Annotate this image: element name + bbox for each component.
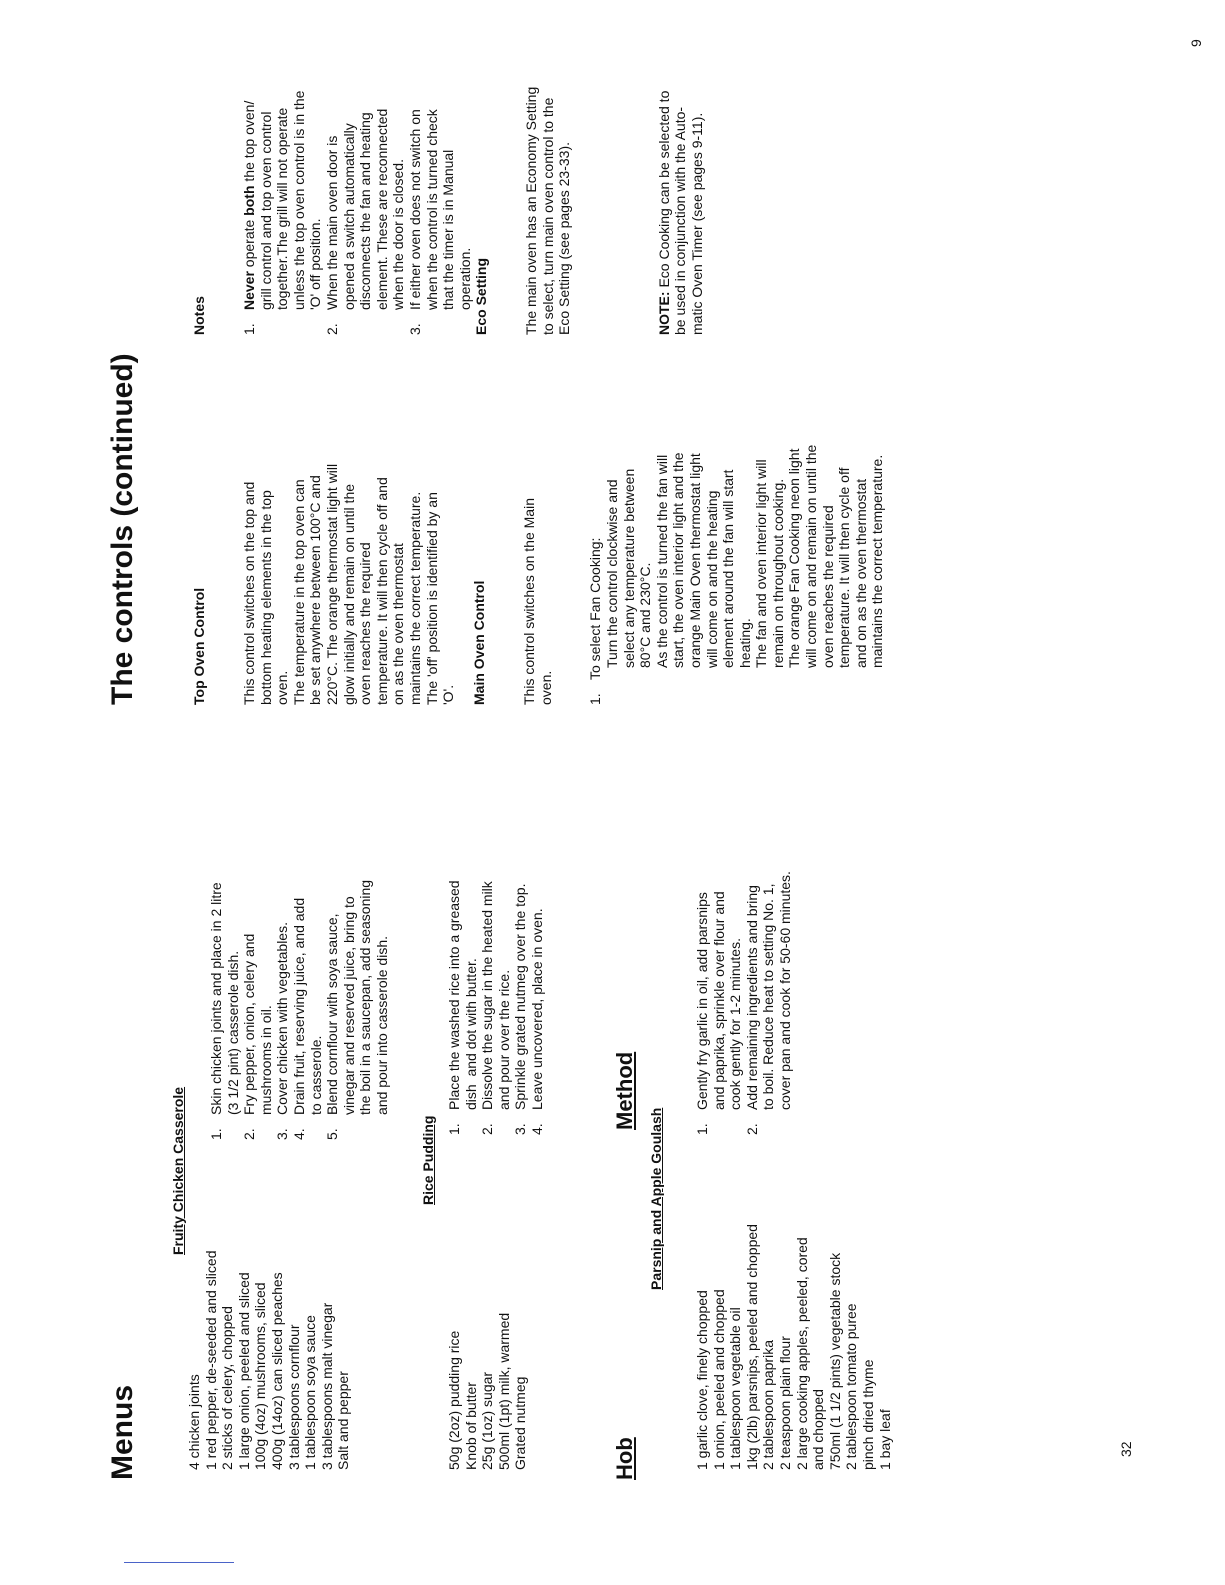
text-line: select any temperature between — [620, 468, 637, 668]
text-line: oven reaches the required — [357, 542, 374, 705]
step-number: 2. — [479, 1123, 496, 1135]
step-number: 3. — [512, 1123, 529, 1135]
goulash-ingredients — [694, 1224, 893, 1470]
text-segment: Eco Cooking can be selected to — [655, 90, 672, 292]
text-line: 'O' off position. — [307, 218, 324, 310]
text-line: Salt and pepper — [335, 1371, 352, 1470]
numbered-step — [291, 880, 324, 1140]
text-line: temperature. It will then cycle off — [836, 467, 853, 668]
text-line: Place the washed rice into a greased — [446, 880, 462, 1110]
text-line: on as the oven thermostat — [390, 543, 407, 705]
text-line: The 'off' position is identified by an — [423, 492, 440, 705]
numbered-step — [529, 880, 546, 1135]
step-text — [744, 871, 794, 1110]
numbered-step — [694, 871, 744, 1135]
goulash-heading: Parsnip and Apple Goulash — [648, 1107, 664, 1290]
rice-pudding-heading: Rice Pudding — [420, 1115, 436, 1205]
text-line: 1 garlic clove, finely chopped — [694, 1290, 710, 1470]
top-oven-control-heading: Top Oven Control — [191, 587, 208, 705]
text-line: when the control is turned check — [423, 109, 440, 310]
step-text — [241, 934, 274, 1115]
text-line: This control switches on the top and — [240, 481, 257, 705]
text-line: 1 tablespoon vegetable oil — [727, 1307, 744, 1470]
text-line: together.The grill will not operate — [274, 107, 291, 310]
controls-title: The controls (continued) — [106, 353, 139, 705]
text-line: 1kg (2lb) parsnips, peeled and chopped — [743, 1224, 760, 1470]
text-line: heating. — [736, 618, 753, 668]
text-line: 100g (4oz) mushrooms, sliced — [252, 1282, 269, 1470]
margin-rule — [124, 1562, 234, 1563]
bold-text: NOTE: — [655, 291, 672, 335]
text-line: 50g (2oz) pudding rice — [446, 1330, 462, 1470]
text-line: and on as the oven thermostat — [852, 478, 869, 668]
step-number: 1. — [694, 1123, 710, 1135]
page-number-left: 32 — [1118, 1441, 1134, 1457]
eco-note-text — [656, 87, 706, 335]
text-line: matic Oven Timer (see pages 9-11). — [688, 112, 705, 335]
text-line: 220°C. The orange thermostat light will — [323, 463, 340, 705]
main-oven-control-heading: Main Oven Control — [471, 580, 488, 705]
text-line: Turn the control clockwise and — [603, 479, 620, 668]
step-text — [241, 91, 324, 310]
eco-setting-heading: Eco Setting — [473, 257, 490, 335]
numbered-step — [208, 880, 241, 1140]
numbered-step — [324, 880, 390, 1140]
step-number: 3. — [274, 1128, 291, 1140]
step-number: 2. — [241, 1128, 258, 1140]
text-segment: the top oven/ — [240, 100, 257, 186]
text-line: to casserole. — [307, 1035, 324, 1115]
text-line: 2 sticks of celery, chopped — [219, 1306, 236, 1470]
notes-heading: Notes — [191, 296, 208, 335]
text-line: Knob of butter — [462, 1382, 479, 1470]
bold-text: Never — [240, 271, 257, 310]
text-line: The orange Fan Cooking neon light — [786, 448, 803, 668]
casserole-heading: Fruity Chicken Casserole — [170, 1086, 186, 1255]
text-line: and pour into casserole dish. — [373, 936, 390, 1115]
text-line: element. These are reconnected — [373, 108, 390, 310]
text-line: dish and dot with butter. — [462, 958, 479, 1110]
text-line: 2 tablespoon paprika — [760, 1340, 777, 1470]
step-text — [324, 109, 407, 310]
main-oven-control-steps — [587, 445, 886, 705]
text-line: Leave uncovered, place in oven. — [528, 908, 545, 1110]
text-line: Eco Setting (see pages 23-33). — [556, 141, 573, 335]
step-text — [479, 881, 512, 1110]
text-line: This control switches on the Main — [520, 498, 537, 705]
rice-steps — [446, 880, 546, 1135]
text-line: bottom heating elements in the top — [257, 490, 274, 705]
text-line: The fan and oven interior light will — [753, 459, 770, 668]
text-line: operation. — [456, 247, 473, 310]
text-line: to boil. Reduce heat to setting No. 1, — [760, 883, 777, 1110]
text-line: 3 tablespoons cornflour — [285, 1324, 302, 1470]
text-line: grill control and top oven control — [257, 111, 274, 310]
text-line: Skin chicken joints and place in 2 litre — [208, 882, 224, 1115]
text-line: Cover chicken with vegetables. — [274, 922, 291, 1115]
step-number: 4. — [528, 1123, 545, 1135]
main-oven-control-section — [438, 445, 919, 705]
text-line: be used in conjunction with the Auto- — [672, 106, 689, 335]
text-line: 'O'. — [440, 684, 457, 705]
eco-setting-section — [440, 87, 739, 335]
text-line: 3 tablespoons malt vinegar — [318, 1302, 335, 1470]
text-line: orange Main Oven thermostat light — [686, 453, 703, 668]
numbered-step — [587, 445, 886, 705]
step-text — [694, 891, 744, 1110]
text-line: pinch dried thyme — [859, 1359, 876, 1470]
step-text — [274, 922, 291, 1115]
text-line: 4 chicken joints — [186, 1374, 202, 1470]
text-line: Blend cornflour with soya sauce, — [324, 913, 341, 1115]
text-line: cover pan and cook for 50-60 minutes. — [776, 871, 793, 1110]
text-line: and paprika, sprinkle over flour and — [710, 891, 727, 1110]
text-line: maintains the correct temperature. — [869, 454, 886, 668]
rice-ingredients — [446, 1313, 529, 1470]
eco-setting-text — [523, 87, 573, 335]
text-line: Grated nutmeg — [512, 1376, 529, 1470]
step-text — [587, 445, 886, 680]
text-line: 1 bay leaf — [876, 1409, 893, 1470]
numbered-step — [274, 880, 291, 1140]
method-heading: Method — [612, 1051, 637, 1130]
text-line: Dissolve the sugar in the heated milk — [479, 881, 496, 1110]
step-number: 1. — [446, 1123, 462, 1135]
text-line: Drain fruit, reserving juice, and add — [290, 897, 307, 1115]
main-oven-control-intro — [521, 445, 554, 705]
text-line: and chopped — [810, 1389, 827, 1470]
step-text — [291, 898, 324, 1115]
numbered-step — [324, 91, 407, 335]
numbered-step — [479, 880, 512, 1135]
text-line: The main oven has an Economy Setting — [522, 86, 539, 335]
step-text — [529, 908, 546, 1110]
text-line: Add remaining ingredients and bring — [743, 885, 760, 1110]
step-text — [324, 880, 390, 1115]
top-oven-control-text — [241, 464, 457, 705]
text-line: 400g (14oz) can sliced peaches — [268, 1272, 285, 1470]
text-line — [656, 87, 673, 335]
step-number: 1. — [208, 1128, 224, 1140]
text-line: the boil in a saucepan, add seasoning — [357, 879, 374, 1115]
text-line: Gently fry garlic in oil, add parsnips — [694, 892, 710, 1110]
text-line: when the door is closed. — [390, 159, 407, 310]
text-line: If either oven does not switch on — [406, 109, 423, 310]
step-number: 2. — [323, 323, 340, 335]
text-line: To select Fan Cooking: — [587, 537, 604, 680]
text-line: Sprinkle grated nutmeg over the top. — [512, 883, 529, 1110]
page-number-right: 9 — [1188, 39, 1204, 47]
hob-heading: Hob — [612, 1437, 637, 1480]
menus-title: Menus — [106, 1384, 139, 1480]
numbered-step — [744, 871, 794, 1135]
text-line: that the timer is in Manual — [440, 149, 457, 310]
text-line: maintains the correct temperature. — [406, 491, 423, 705]
step-number: 1. — [587, 693, 604, 705]
text-line: opened a switch automatically — [340, 123, 357, 310]
text-line: When the main oven door is — [323, 135, 340, 310]
step-text — [512, 884, 529, 1110]
bold-text: both — [240, 185, 257, 216]
step-number: 2. — [743, 1123, 760, 1135]
text-line: be set anywhere between 100°C and — [307, 475, 324, 705]
numbered-step — [241, 880, 274, 1140]
numbered-step — [241, 91, 324, 335]
text-line: element around the fan will start — [720, 469, 737, 668]
text-line: will come on and the heating — [703, 490, 720, 668]
text-line: disconnects the fan and heating — [357, 112, 374, 310]
text-line: mushrooms in oil. — [257, 1005, 274, 1115]
text-line: Fry pepper, onion, celery and — [241, 933, 258, 1115]
step-number: 3. — [406, 323, 423, 335]
text-line: to select, turn main oven control to the — [539, 97, 556, 335]
text-segment: operate — [240, 215, 257, 272]
text-line: 1 tablespoon soya sauce — [302, 1315, 319, 1470]
text-line: 1 red pepper, de-seeded and sliced — [202, 1250, 219, 1470]
text-line: remain on throughout cooking. — [769, 478, 786, 668]
text-line: 500ml (1pt) milk, warmed — [495, 1312, 512, 1470]
text-line: 80°C and 230°C. — [637, 562, 654, 668]
text-line: The temperature in the top oven can — [290, 479, 307, 705]
numbered-step — [512, 880, 529, 1135]
text-line: glow initially and remain on until the — [340, 483, 357, 705]
text-line — [241, 91, 258, 310]
text-line: 750ml (1 1/2 pints) vegetable stock — [826, 1252, 843, 1470]
text-line: will come on and remain on until the — [803, 444, 820, 668]
notes-list — [241, 91, 473, 335]
numbered-step — [446, 880, 479, 1135]
text-line: vinegar and reserved juice, bring to — [340, 896, 357, 1115]
text-line: unless the top oven control is in the — [290, 90, 307, 310]
text-line: 25g (1oz) sugar — [479, 1371, 496, 1470]
text-line: As the control is turned the fan will — [653, 454, 670, 668]
step-text — [446, 880, 479, 1110]
casserole-ingredients — [186, 1251, 352, 1471]
text-line: 2 tablespoon tomato puree — [843, 1303, 860, 1470]
step-text — [208, 882, 241, 1115]
text-line: 1 large onion, peeled and sliced — [235, 1272, 252, 1470]
text-line: and pour over the rice. — [495, 969, 512, 1110]
text-line: oven. — [274, 670, 291, 705]
text-line: oven. — [537, 670, 554, 705]
casserole-steps — [208, 880, 391, 1140]
text-line: 2 large cooking apples, peeled, cored — [793, 1237, 810, 1470]
step-number: 5. — [324, 1128, 341, 1140]
step-number: 1. — [240, 323, 257, 335]
step-number: 4. — [290, 1128, 307, 1140]
text-line: start, the oven interior light and the — [670, 452, 687, 668]
text-line: temperature. It will then cycle off and — [373, 477, 390, 705]
text-line: (3 1/2 pint) casserole dish. — [224, 950, 241, 1115]
text-line: 1 onion, peeled and chopped — [710, 1289, 727, 1470]
text-line: 2 teaspoon plain flour — [776, 1336, 793, 1470]
text-line: oven reaches the required — [819, 505, 836, 668]
text-line: cook gently for 1-2 minutes. — [727, 938, 744, 1110]
goulash-steps — [694, 871, 794, 1135]
